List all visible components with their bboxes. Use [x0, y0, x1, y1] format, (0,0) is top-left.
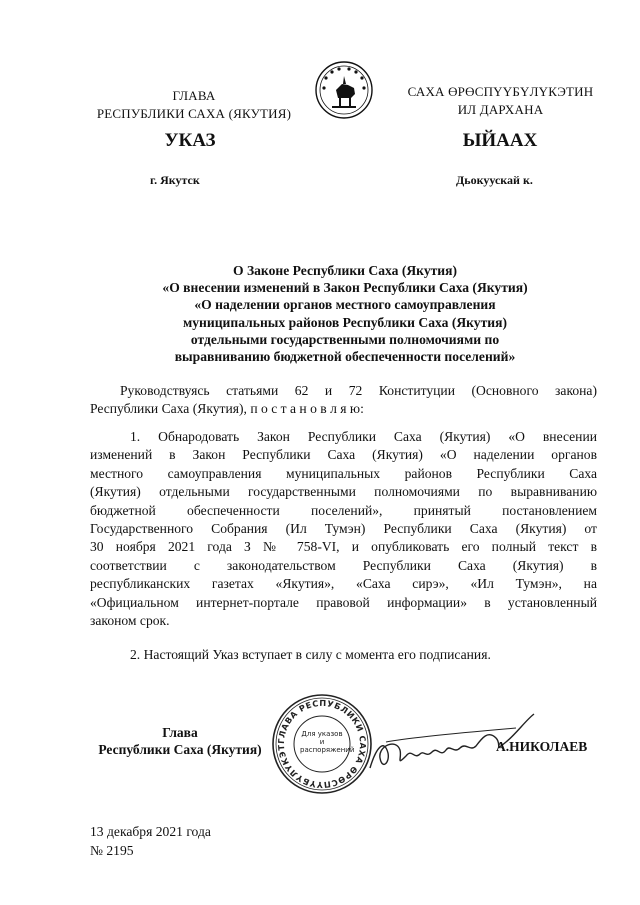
- title-line: отдельными государственными полномочиями по: [190, 331, 500, 347]
- signatory-title-line1: Глава: [162, 725, 198, 740]
- seal-ring-text: ГЛАВА РЕСПУБЛИКИ САХА ӨРӨСПҮҮБҮЛҮКЭТ: [275, 697, 369, 791]
- header-left-line1: ГЛАВА: [172, 88, 216, 103]
- clause-2-paragraph: [90, 646, 597, 664]
- body-line: законом срок.: [90, 613, 170, 629]
- title-line: О Законе Республики Саха (Якутия): [232, 263, 458, 278]
- header-right-line2: ИЛ ДАРХАНА: [457, 102, 544, 117]
- signatory-name: А.НИКОЛАЕВ: [496, 739, 588, 754]
- body-line: 30 ноября 2021 года З № 758-VI, и опубликовать его полный текст в: [90, 539, 597, 555]
- city-ru: г. Якутск: [150, 173, 200, 187]
- body-line: Государственного Собрания (Ил Тумэн) Республики Саха (Якутия) от: [90, 521, 597, 537]
- body-line: «Официальном интернет-портале правовой информации» в установленный: [90, 594, 597, 610]
- body-line: республиканских газетах «Якутия», «Саха сирэ», «Ил Тумэн», на: [90, 576, 597, 592]
- ukaz-ru-heading: УКАЗ: [164, 130, 216, 151]
- signatory-title-line2: Республики Саха (Якутия): [98, 742, 262, 757]
- header-left-line2: РЕСПУБЛИКИ САХА (ЯКУТИЯ): [96, 106, 292, 121]
- city-sakha: Дьокуускай к.: [456, 173, 533, 187]
- document-number: № 2195: [90, 843, 134, 858]
- body-line: изменений в Закон Республики Саха (Якутия) «О наделении органов: [90, 447, 597, 463]
- body-line: (Якутия) отдельными государственными полномочиями по выравниванию: [90, 484, 597, 500]
- preamble-paragraph: [90, 382, 597, 419]
- title-line: «О внесении изменений в Закон Республики Саха (Якутия): [162, 280, 528, 296]
- body-line: Руководствуясь статьями 62 и 72 Конституции (Основного закона): [120, 383, 597, 398]
- title-line: выравниванию бюджетной обеспеченности поселений»: [174, 349, 516, 365]
- body-line: 1. Обнародовать Закон Республики Саха (Якутия) «О внесении: [130, 429, 597, 444]
- document-date-number: [90, 822, 211, 860]
- clause-1-paragraph: [90, 428, 597, 630]
- title-line: «О наделении органов местного самоуправления: [194, 297, 496, 313]
- header-right: [393, 83, 608, 119]
- coat-of-arms-emblem: [314, 60, 374, 120]
- signatory-title: [80, 724, 280, 758]
- document-title: [70, 262, 620, 365]
- document-date: 13 декабря 2021 года: [90, 824, 211, 839]
- ukaz-sakha-heading: ЫЙААХ: [462, 130, 538, 151]
- official-seal: [270, 692, 374, 796]
- body-line: местного самоуправления муниципальных районов Республики Саха: [90, 465, 597, 481]
- body-line: бюджетной обеспеченности поселений», принятый постановлением: [90, 502, 597, 518]
- header-right-line1: САХА ӨРӨСПҮҮБҮЛҮКЭТИН: [407, 84, 594, 99]
- header-left: [80, 87, 308, 123]
- body-line: соответствии с законодательством Республики Саха (Якутия) в: [90, 557, 597, 573]
- body-line: Республики Саха (Якутия), п о с т а н о в л я ю:: [90, 401, 364, 417]
- title-line: муниципальных районов Республики Саха (Якутия): [183, 314, 507, 330]
- seal-center-text: Для указов и распоряжений: [300, 730, 355, 754]
- body-line: 2. Настоящий Указ вступает в силу с момента его подписания.: [130, 647, 491, 662]
